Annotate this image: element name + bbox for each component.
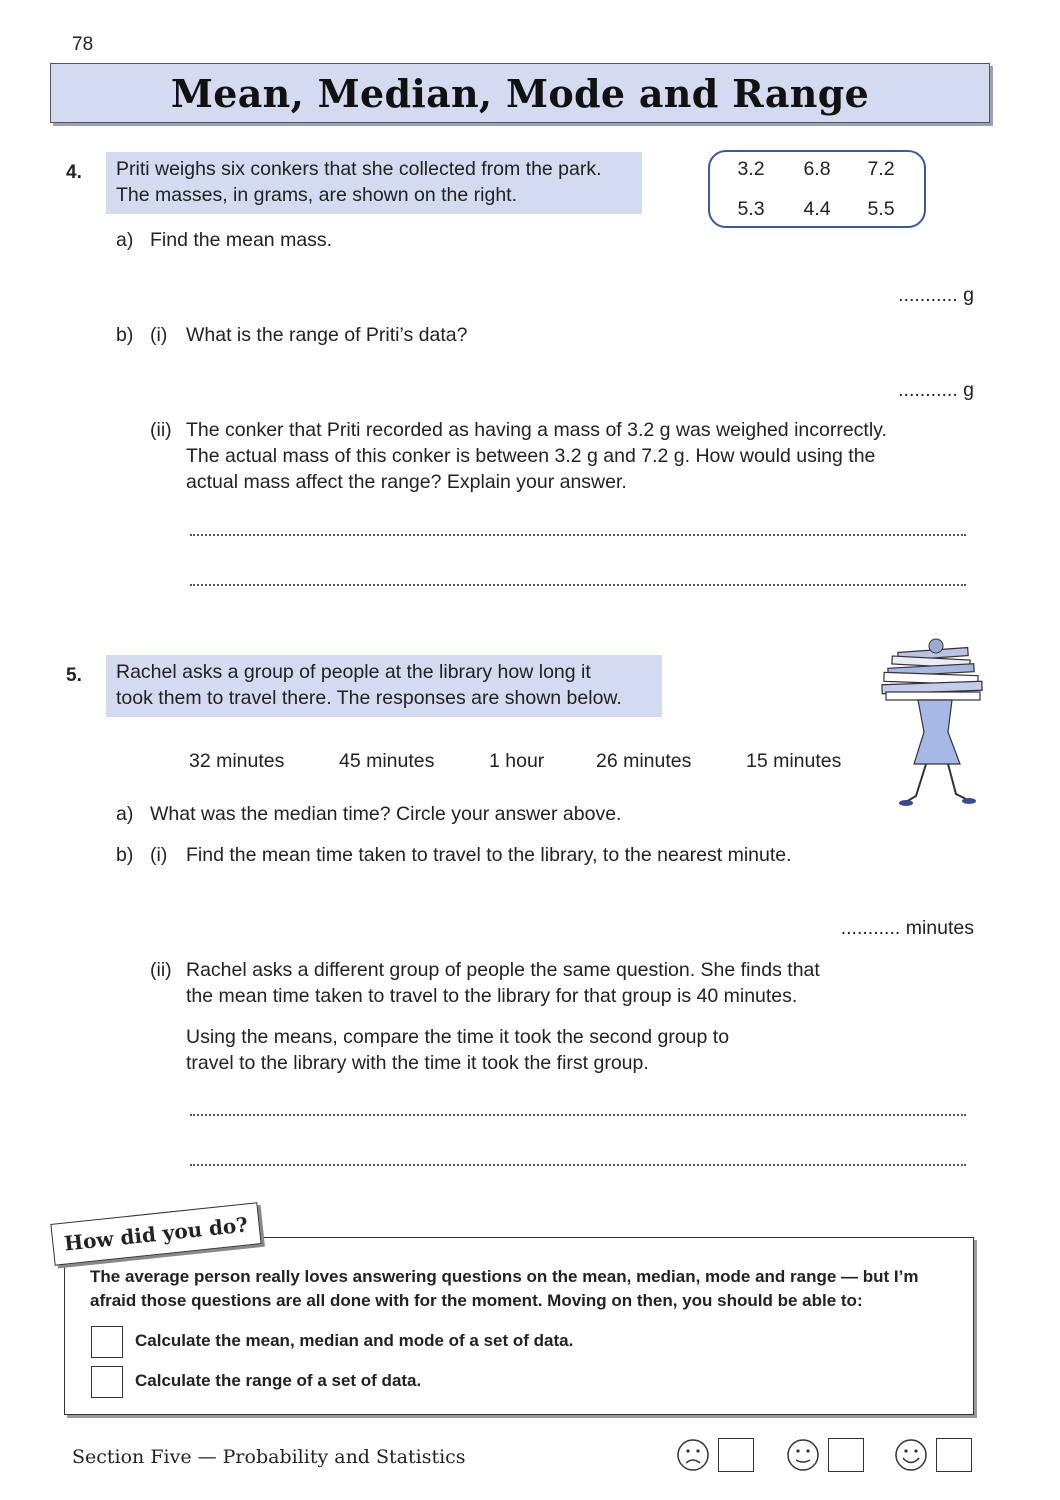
travel-time[interactable]: 32 minutes: [189, 750, 285, 772]
q5-part-a-label: a): [116, 803, 134, 825]
question-5-number: 5.: [66, 665, 82, 686]
title-banner: [50, 63, 990, 123]
answer-line[interactable]: [190, 534, 966, 536]
q4-part-bi-text: What is the range of Priti’s data?: [186, 324, 468, 346]
question-5-intro-line1: Rachel asks a group of people at the library how long it: [116, 661, 591, 683]
q5-part-bi-label: (i): [150, 844, 168, 866]
travel-time[interactable]: 15 minutes: [746, 750, 842, 772]
q4-part-a-answer[interactable]: ........... g: [898, 284, 974, 306]
q5-part-bii-line1: Rachel asks a different group of people the same question. She finds that: [186, 959, 820, 981]
checkbox[interactable]: [91, 1366, 123, 1398]
travel-time[interactable]: 45 minutes: [339, 750, 435, 772]
q5-part-bii-line3: Using the means, compare the time it took the second group to: [186, 1026, 730, 1048]
answer-line[interactable]: [190, 1114, 966, 1116]
how-did-you-do-box: [64, 1237, 974, 1415]
q4-part-a-text: Find the mean mass.: [150, 229, 333, 251]
answer-line[interactable]: [190, 584, 966, 586]
q4-part-bi-label: (i): [150, 324, 168, 346]
q4-part-bii-text: [186, 417, 946, 495]
travel-times-row: [0, 750, 1060, 780]
question-4-number: 4.: [66, 162, 82, 183]
how-did-you-do-intro-line1: The average person really loves answering questions on the mean, median, mode and range — but I’m: [90, 1267, 919, 1286]
q4-part-bii-line1: The conker that Priti recorded as having a mass of 3.2 g was weighed incorrectly.: [186, 419, 887, 441]
question-4-intro: [106, 152, 642, 214]
mass-value: 4.4: [803, 198, 831, 220]
neutral-face-icon: [786, 1438, 820, 1472]
mass-value: 7.2: [867, 158, 895, 180]
q5-part-bii-label: (ii): [150, 959, 172, 981]
how-did-you-do-tag: How did you do?: [50, 1202, 261, 1266]
page-title: Mean, Median, Mode and Range: [170, 70, 870, 116]
question-5-intro-line2: took them to travel there. The responses are shown below.: [116, 687, 622, 709]
q4-part-bii-line3: actual mass affect the range? Explain your answer.: [186, 471, 627, 493]
mass-value: 5.3: [737, 198, 765, 220]
footer-section-title: Section Five — Probability and Statistics: [72, 1446, 466, 1468]
q5-part-bii-line4: travel to the library with the time it took the first group.: [186, 1052, 649, 1074]
q4-part-a-label: a): [116, 229, 134, 251]
mass-value: 5.5: [867, 198, 895, 220]
checkbox[interactable]: [91, 1326, 123, 1358]
sad-face-icon: [676, 1438, 710, 1472]
how-did-you-do-intro-line2: afraid those questions are all done with for the moment. Moving on then, you should be able to:: [90, 1291, 863, 1310]
page-number: 78: [72, 34, 94, 55]
woman-carrying-books-illustration: [878, 636, 990, 812]
q4-part-bii-label: (ii): [150, 419, 172, 441]
score-box[interactable]: [828, 1438, 864, 1472]
happy-face-icon: [894, 1438, 928, 1472]
q5-part-bii-line2: the mean time taken to travel to the library for that group is 40 minutes.: [186, 985, 798, 1007]
q5-part-a-text: What was the median time? Circle your answer above.: [150, 803, 622, 825]
q5-part-bi-answer[interactable]: ........... minutes: [840, 917, 974, 939]
q5-part-bi-text: Find the mean time taken to travel to the library, to the nearest minute.: [186, 844, 792, 866]
masses-box: [708, 150, 926, 228]
mass-value: 6.8: [803, 158, 831, 180]
travel-time[interactable]: 26 minutes: [596, 750, 692, 772]
q5-part-b-label: b): [116, 844, 134, 866]
score-box[interactable]: [718, 1438, 754, 1472]
checklist-item: Calculate the mean, median and mode of a set of data.: [135, 1331, 574, 1350]
question-5-intro: [106, 655, 662, 717]
score-box[interactable]: [936, 1438, 972, 1472]
q4-part-bii-line2: The actual mass of this conker is between 3.2 g and 7.2 g. How would using the: [186, 445, 876, 467]
checklist-item: Calculate the range of a set of data.: [135, 1371, 422, 1390]
question-4-intro-line1: Priti weighs six conkers that she collected from the park.: [116, 158, 602, 180]
answer-line[interactable]: [190, 1164, 966, 1166]
q4-part-b-label: b): [116, 324, 134, 346]
q5-part-bii-text: [186, 957, 906, 1076]
q4-part-bi-answer[interactable]: ........... g: [898, 379, 974, 401]
question-4-intro-line2: The masses, in grams, are shown on the right.: [116, 184, 518, 206]
travel-time[interactable]: 1 hour: [489, 750, 545, 772]
how-did-you-do-intro: [90, 1265, 960, 1313]
mass-value: 3.2: [737, 158, 765, 180]
